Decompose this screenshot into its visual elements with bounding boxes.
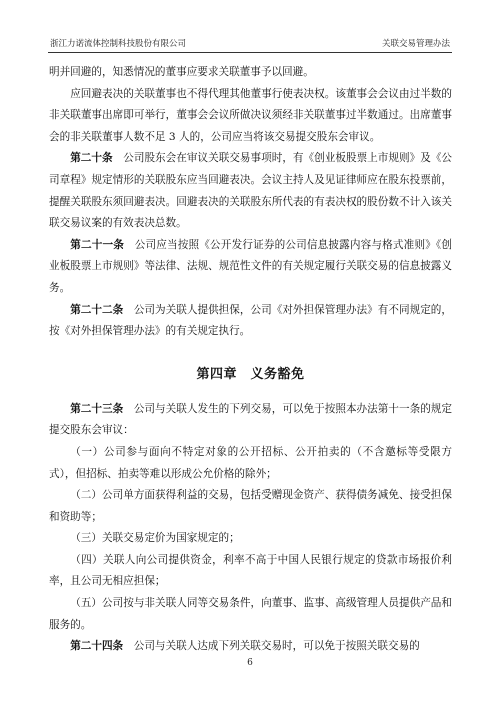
- document-body: [49, 62, 452, 658]
- article-number: 第二十条: [70, 152, 113, 165]
- header-doc-title: 关联交易管理办法: [381, 39, 450, 49]
- article-number: 第二十二条: [70, 303, 124, 316]
- article-23: 第二十三条 公司与关联人发生的下列交易，可以免于按照本办法第十一条的规定提交股东会审议：: [49, 402, 453, 437]
- article-22: 第二十二条 公司为关联人提供担保，公司《对外担保管理办法》有不同规定的，按《对外担保管理办法》的有关规定执行。: [49, 303, 453, 338]
- header-company: 浙江力诺流体控制科技股份有限公司: [50, 39, 187, 49]
- list-item: （三）关联交易定价为国家规定的；: [70, 532, 240, 545]
- article-24: 第二十四条 公司与关联人达成下列关联交易时，可以免于按照关联交易的: [70, 640, 420, 653]
- article-20: 第二十条 公司股东会在审议关联交易事项时，有《创业板股票上市规则》及《公司章程》规定情形的关联股东应当回避表决。会议主持人及见证律师应在股东投票前，提醒关联股东须回避表决。回避表决的关联股东所代表的有表决权的股份数不计入该关联交易议案的有效表决总数。: [49, 152, 453, 230]
- paragraph: 明并回避的，知悉情况的董事应要求关联董事予以回避。: [49, 66, 314, 78]
- list-item: （四）关联人向公司提供资金，利率不高于中国人民银行规定的贷款市场报价利率，且公司无相应担保；: [49, 553, 452, 588]
- article-number: 第二十四条: [70, 640, 124, 653]
- article-number: 第二十一条: [70, 238, 124, 251]
- list-item: （一）公司参与面向不特定对象的公开招标、公开拍卖的（不含邀标等受限方式），但招标、拍卖等难以形成公允价格的除外；: [49, 445, 452, 480]
- page-number: 6: [247, 658, 253, 668]
- chapter-heading: 第四章 义务豁免: [196, 366, 305, 382]
- article-number: 第二十三条: [70, 402, 124, 415]
- page-header: [48, 36, 452, 53]
- paragraph: 应回避表决的关联董事也不得代理其他董事行使表决权。该董事会会议由过半数的非关联董事出席即可举行，董事会会议所做决议须经非关联董事过半数通过。出席董事会的非关联董事人数不足 3 人的，公司应当将该交易提交股东会审议。: [49, 87, 452, 143]
- article-21: 第二十一条 公司应当按照《公开发行证券的公司信息披露内容与格式准则》《创业板股票上市规则》等法律、法规、规范性文件的有关规定履行关联交易的信息披露义务。: [49, 238, 453, 294]
- list-item: （二）公司单方面获得利益的交易，包括受赠现金资产、获得债务减免、接受担保和资助等；: [49, 489, 452, 523]
- list-item: （五）公司按与非关联人同等交易条件，向董事、监事、高级管理人员提供产品和服务的。: [49, 597, 452, 631]
